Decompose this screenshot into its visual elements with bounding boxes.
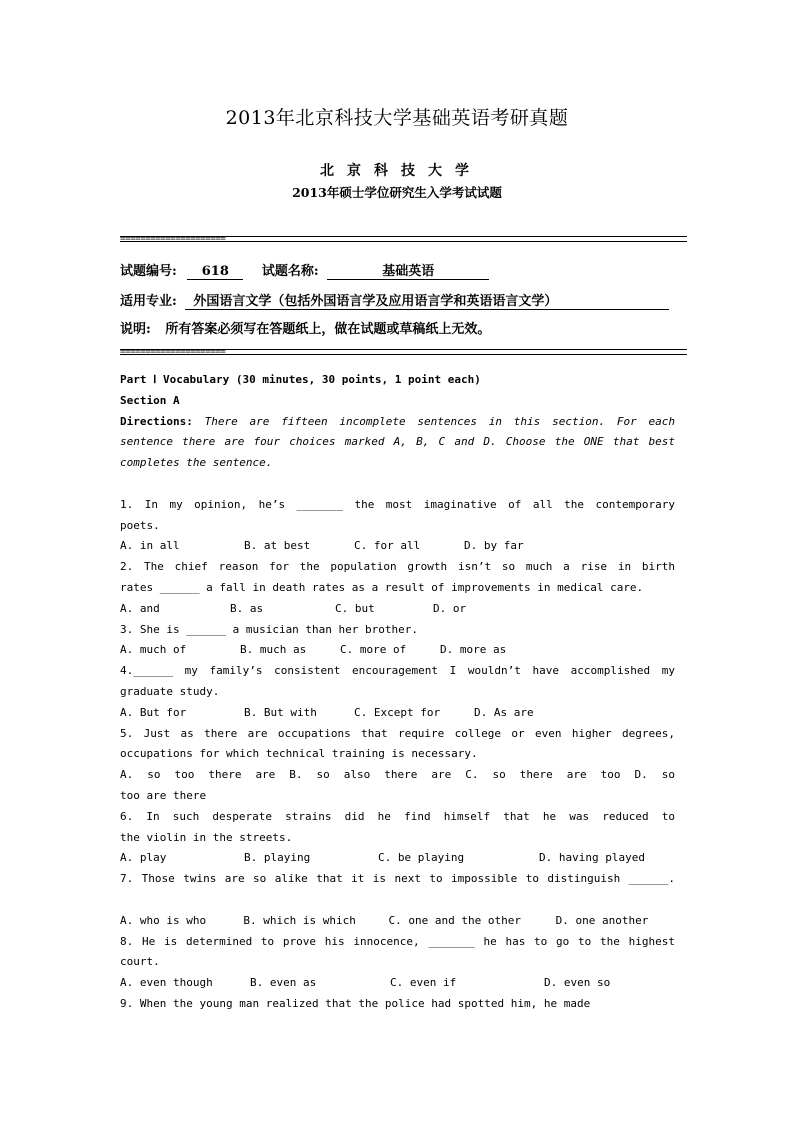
question-4 bbox=[120, 661, 675, 723]
page-title: 2013年北京科技大学基础英语考研真题 bbox=[225, 107, 569, 129]
exam-body bbox=[120, 370, 675, 1015]
option-d[interactable]: D. one another bbox=[555, 913, 649, 927]
option-a[interactable]: A. and bbox=[120, 601, 160, 615]
bottom-divider bbox=[120, 349, 687, 355]
top-divider bbox=[120, 236, 687, 242]
option-a[interactable]: A. in all bbox=[120, 539, 180, 553]
option-b[interactable]: B. But with bbox=[244, 705, 317, 719]
directions-text-1: There are fifteen incomplete sentences in this section. For each bbox=[204, 414, 676, 428]
option-a[interactable]: A. But for bbox=[120, 705, 187, 719]
exam-code-label: 试题编号: bbox=[120, 264, 177, 279]
option-a[interactable]: A. who is who bbox=[120, 913, 207, 927]
section-heading: Section A bbox=[120, 393, 180, 407]
question-text-line: 2. The chief reason for the population growth isn’t so much a rise in birth bbox=[120, 560, 675, 574]
answer-options bbox=[120, 973, 675, 994]
directions-line-2: sentence there are four choices marked A, B, C and D. Choose the ONE that best bbox=[120, 435, 675, 449]
exam-name-label: 试题名称: bbox=[261, 264, 319, 279]
option-b[interactable]: B. as bbox=[230, 601, 264, 615]
question-text-line bbox=[120, 890, 675, 911]
answer-options-line[interactable]: A. so too there are B. so also there are C. so there are too D. so bbox=[120, 768, 675, 782]
question-text-line: 7. Those twins are so alike that it is next to impossible to distinguish ______. bbox=[120, 872, 675, 886]
answer-options bbox=[120, 599, 675, 620]
note-text: 所有答案必须写在答题纸上，做在试题或草稿纸上无效。 bbox=[165, 322, 491, 337]
exam-subtitle: 2013年硕士学位研究生入学考试试题 bbox=[292, 185, 502, 200]
question-8 bbox=[120, 932, 675, 994]
option-b[interactable]: B. at best bbox=[244, 539, 311, 553]
question-2 bbox=[120, 557, 675, 619]
question-text-line: occupations for which technical training is necessary. bbox=[120, 747, 478, 761]
option-a[interactable]: A. play bbox=[120, 851, 167, 865]
question-7 bbox=[120, 869, 675, 931]
major-row bbox=[120, 290, 669, 310]
answer-options bbox=[120, 848, 675, 869]
question-text-line: graduate study. bbox=[120, 684, 220, 698]
option-d[interactable]: D. As are bbox=[474, 705, 534, 719]
option-c[interactable]: C. one and the other bbox=[388, 913, 521, 927]
answer-options bbox=[120, 640, 675, 661]
divider-text: ===================== bbox=[120, 234, 226, 244]
option-d[interactable]: D. by far bbox=[464, 539, 524, 553]
option-d[interactable]: D. more as bbox=[440, 643, 507, 657]
option-c[interactable]: C. more of bbox=[340, 643, 407, 657]
divider-text-2: ===================== bbox=[120, 347, 226, 357]
option-d[interactable]: D. or bbox=[433, 601, 467, 615]
question-text-line: the violin in the streets. bbox=[120, 830, 293, 844]
answer-options bbox=[120, 911, 675, 932]
question-text-line: 1. In my opinion, he’s _______ the most imaginative of all the contemporary bbox=[120, 497, 675, 511]
question-text-line: poets. bbox=[120, 518, 160, 532]
university-name: 北京科技大学 bbox=[320, 163, 482, 179]
question-1 bbox=[120, 495, 675, 557]
option-b[interactable]: B. which is which bbox=[243, 913, 356, 927]
answer-options bbox=[120, 703, 675, 724]
question-6 bbox=[120, 807, 675, 869]
exam-code-value: 618 bbox=[187, 264, 243, 280]
option-c[interactable]: C. for all bbox=[354, 539, 421, 553]
question-3 bbox=[120, 620, 675, 662]
directions-line-1 bbox=[120, 412, 675, 433]
option-d[interactable]: D. even so bbox=[544, 976, 611, 990]
major-value: 外国语言文学（包括外国语言学及应用语言学和英语语言文学） bbox=[185, 294, 669, 310]
question-text-line: 9. When the young man realized that the police had spotted him, he made bbox=[120, 996, 591, 1010]
directions-label: Directions: bbox=[120, 414, 193, 428]
option-c[interactable]: C. be playing bbox=[378, 851, 465, 865]
exam-name-value: 基础英语 bbox=[327, 264, 489, 280]
question-text-line: 5. Just as there are occupations that require college or even higher degrees, bbox=[120, 726, 675, 740]
directions-line-3: completes the sentence. bbox=[120, 456, 273, 470]
note-row bbox=[120, 318, 490, 337]
question-text-line: court. bbox=[120, 955, 160, 969]
option-c[interactable]: C. but bbox=[335, 601, 375, 615]
option-d[interactable]: D. having played bbox=[539, 851, 645, 865]
option-c[interactable]: C. even if bbox=[390, 976, 457, 990]
question-text-line: 4.______ my family’s consistent encouragement I wouldn’t have accomplished my bbox=[120, 664, 675, 678]
question-9 bbox=[120, 994, 675, 1015]
note-label: 说明: bbox=[120, 322, 151, 337]
major-label: 适用专业: bbox=[120, 294, 177, 309]
answer-options-line[interactable]: too are there bbox=[120, 788, 207, 802]
question-text-line: 3. She is ______ a musician than her brother. bbox=[120, 622, 419, 636]
answer-options bbox=[120, 536, 675, 557]
exam-code-row bbox=[120, 260, 489, 280]
question-text-line: 8. He is determined to prove his innocence, _______ he has to go to the highest bbox=[120, 934, 675, 948]
option-b[interactable]: B. much as bbox=[240, 643, 307, 657]
blank-line bbox=[120, 474, 675, 495]
part-heading: Part Ⅰ Vocabulary (30 minutes, 30 points, 1 point each) bbox=[120, 373, 481, 386]
option-a[interactable]: A. even though bbox=[120, 976, 213, 990]
option-b[interactable]: B. playing bbox=[244, 851, 311, 865]
question-5 bbox=[120, 724, 675, 807]
question-list bbox=[120, 495, 675, 1015]
option-c[interactable]: C. Except for bbox=[354, 705, 441, 719]
question-text-line: rates ______ a fall in death rates as a result of improvements in medical care. bbox=[120, 580, 644, 594]
option-a[interactable]: A. much of bbox=[120, 643, 187, 657]
question-text-line: 6. In such desperate strains did he find himself that he was reduced to bbox=[120, 809, 675, 823]
option-b[interactable]: B. even as bbox=[250, 976, 317, 990]
